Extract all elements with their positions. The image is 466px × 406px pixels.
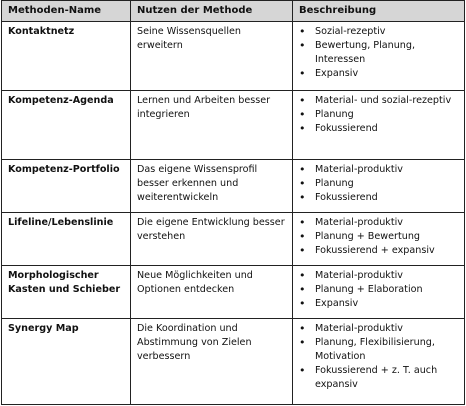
benefit-cell: Die eigene Entwicklung besser verstehen [131, 213, 293, 266]
table-row [2, 22, 465, 91]
description-cell [293, 91, 465, 160]
method-name-cell: Synergy Map [2, 319, 131, 405]
method-name-cell: Kompetenz-Portfolio [2, 160, 131, 213]
benefit-cell: Lernen und Arbeiten besser integrieren [131, 91, 293, 160]
header-row [2, 1, 465, 22]
benefit-cell: Neue Möglichkeiten und Optionen entdecken [131, 266, 293, 319]
list-item: • Fokussierend + z. T. auch expansiv [299, 364, 458, 392]
benefit-cell: Seine Wissensquellen erweitern [131, 22, 293, 91]
method-name-cell: Kontaktnetz [2, 22, 131, 91]
list-item: • Planung + Elaboration [299, 283, 458, 297]
table-row [2, 160, 465, 213]
list-item: • Fokussierend [299, 191, 458, 205]
header-method-name: Methoden-Name [2, 1, 131, 22]
description-cell [293, 160, 465, 213]
list-item: • Bewertung, Planung, Interessen [299, 39, 458, 67]
method-name-cell: Kompetenz-Agenda [2, 91, 131, 160]
description-cell [293, 266, 465, 319]
list-item: • Material-produktiv [299, 163, 458, 177]
table-row [2, 319, 465, 405]
list-item: • Planung [299, 108, 458, 122]
list-item: • Planung + Bewertung [299, 230, 458, 244]
header-benefit: Nutzen der Methode [131, 1, 293, 22]
description-cell [293, 213, 465, 266]
list-item: • Sozial-rezeptiv [299, 25, 458, 39]
list-item: • Material-produktiv [299, 322, 458, 336]
list-item: • Material-produktiv [299, 216, 458, 230]
method-name-cell: Lifeline/Lebenslinie [2, 213, 131, 266]
benefit-cell: Die Koordination und Abstimmung von Zielen verbessern [131, 319, 293, 405]
methods-table [1, 0, 465, 405]
list-item: • Expansiv [299, 297, 458, 311]
table-row [2, 91, 465, 160]
table-row [2, 266, 465, 319]
method-name-cell: Morphologischer Kasten und Schieber [2, 266, 131, 319]
list-item: • Material-produktiv [299, 269, 458, 283]
header-description: Beschreibung [293, 1, 465, 22]
description-cell [293, 22, 465, 91]
list-item: • Planung, Flexibilisierung, Motivation [299, 336, 458, 364]
benefit-cell: Das eigene Wissensprofil besser erkennen und weiterentwickeln [131, 160, 293, 213]
list-item: • Planung [299, 177, 458, 191]
table-row [2, 213, 465, 266]
list-item: • Fokussierend + expansiv [299, 244, 458, 258]
description-cell [293, 319, 465, 405]
list-item: • Material- und sozial-rezeptiv [299, 94, 458, 108]
list-item: • Expansiv [299, 67, 458, 81]
list-item: • Fokussierend [299, 122, 458, 136]
